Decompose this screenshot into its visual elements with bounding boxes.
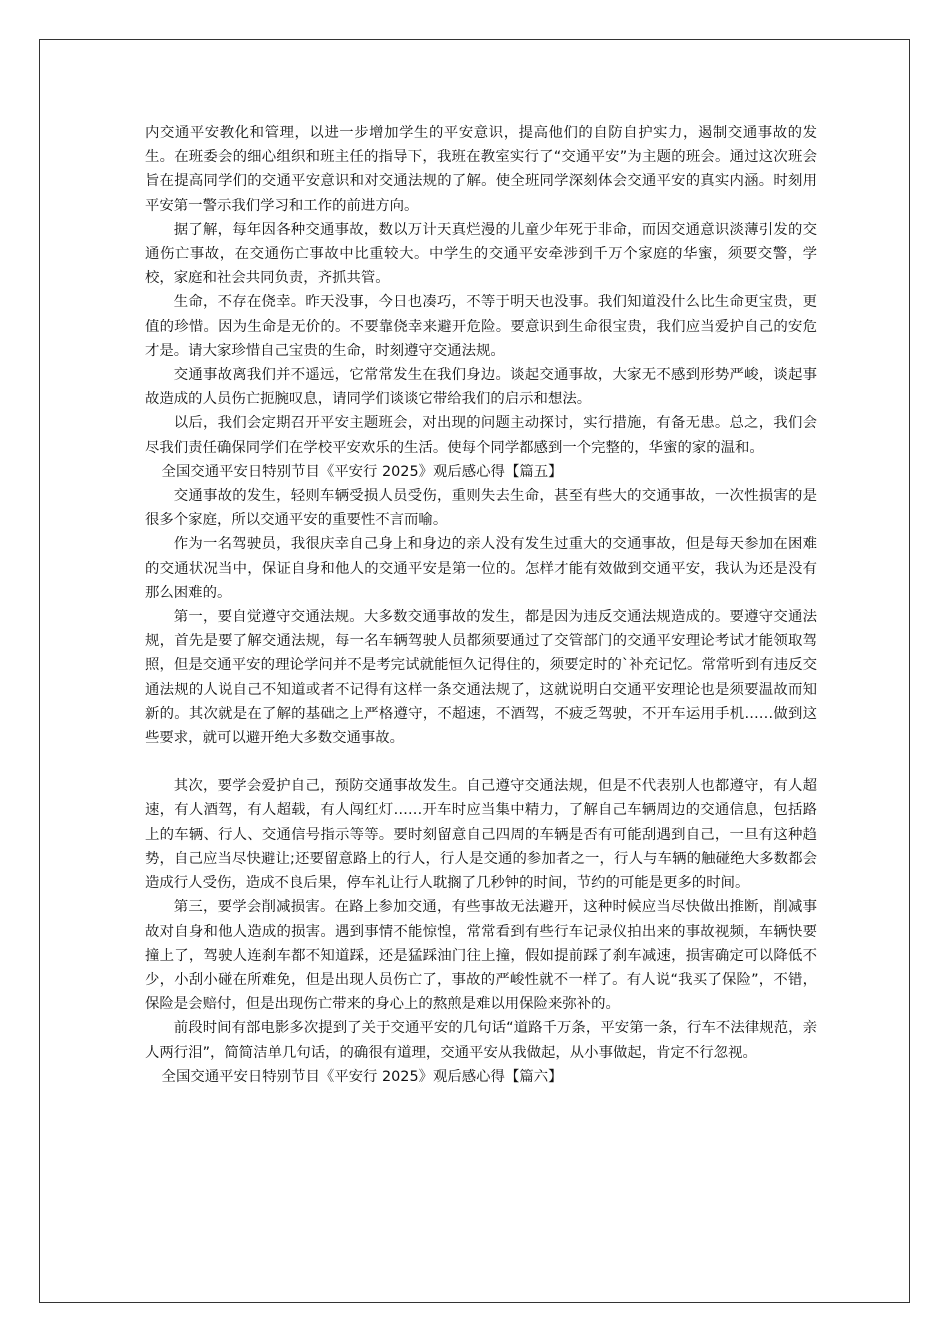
paragraph-accident-impact: 交通事故的发生，轻则车辆受损人员受伤，重则失去生命，甚至有些大的交通事故，一次性损害的是很多个家庭，所以交通平安的重要性不言而喻。 bbox=[145, 488, 817, 529]
paragraph-driver-experience: 作为一名驾驶员，我很庆幸自己身上和身边的亲人没有发生过重大的交通事故，但是每天参加在困难的交通状况当中，保证自身和他人的交通平安是第一位的。怎样才能有效做到交通平安，我认为还是没有那么困难的。 bbox=[145, 536, 817, 601]
paragraph-future-meetings: 以后，我们会定期召开平安主题班会，对出现的问题主动探讨，实行措施，有备无患。总之，我们会尽我们责任确保同学们在学校平安欢乐的生活。使每个同学都感到一个完整的，华蜜的家的温和。 bbox=[145, 415, 817, 456]
paragraph-point-three: 第三，要学会削减损害。在路上参加交通，有些事故无法避开，这种时候应当尽快做出推断，削减事故对自身和他人造成的损害。遇到事情不能惊惶，常常看到有些行车记录仪拍出来的事故视频，车辆快要撞上了，驾驶人连刹车都不知道踩，还是猛踩油门往上撞，假如提前踩了刹车减速，损害确定可以降低不少，小刮小碰在所难免，但是出现人员伤亡了，事故的严峻性就不一样了。有人说“我买了保险”，不错，保险是会赔付，但是出现伤亡带来的身心上的熬煎是难以用保险来弥补的。 bbox=[145, 899, 817, 1013]
document-body bbox=[145, 121, 817, 1089]
paragraph-point-two: 其次，要学会爱护自己，预防交通事故发生。自己遵守交通法规，但是不代表别人也都遵守，有人超速，有人酒驾，有人超载，有人闯红灯……开车时应当集中精力，了解自己车辆周边的交通信息，包括路上的车辆、行人、交通信号指示等等。要时刻留意自己四周的车辆是否有可能刮遇到自己，一旦有这种趋势，自己应当尽快避让;还要留意路上的行人，行人是交通的参加者之一，行人与车辆的触碰绝大多数都会造成行人受伤，造成不良后果，停车礼让行人耽搁了几秒钟的时间，节约的可能是更多的时间。 bbox=[145, 778, 817, 892]
section-heading-part-five: 全国交通平安日特别节目《平安行 2025》观后感心得【篇五】 bbox=[161, 463, 563, 480]
paragraph-accidents-near: 交通事故离我们并不遥远，它常常发生在我们身边。谈起交通事故，大家无不感到形势严峻，谈起事故造成的人员伤亡扼腕叹息，请同学们谈谈它带给我们的启示和想法。 bbox=[145, 367, 817, 408]
paragraph-movie-quote: 前段时间有部电影多次提到了关于交通平安的几句话“道路千万条，平安第一条，行车不法律规范，亲人两行泪”，简简洁单几句话，的确很有道理，交通平安从我做起，从小事做起，肯定不行忽视。 bbox=[145, 1020, 817, 1061]
paragraph-life: 生命，不存在侥幸。昨天没事，今日也凑巧，不等于明天也没事。我们知道没什么比生命更宝贵，更值的珍惜。因为生命是无价的。不要靠侥幸来避开危险。要意识到生命很宝贵，我们应当爱护自己的安危才是。请大家珍惜自己宝贵的生命，时刻遵守交通法规。 bbox=[145, 294, 817, 359]
section-heading-part-six: 全国交通平安日特别节目《平安行 2025》观后感心得【篇六】 bbox=[161, 1068, 563, 1085]
paragraph-point-one: 第一，要自觉遵守交通法规。大多数交通事故的发生，都是因为违反交通法规造成的。要遵守交通法规，首先是要了解交通法规，每一名车辆驾驶人员都须要通过了交管部门的交通平安理论考试才能领取驾照，但是交通平安的理论学问并不是考完试就能恒久记得住的，须要定时的`补充记忆。常常听到有违反交通法规的人说自己不知道或者不记得有这样一条交通法规了，这就说明白交通平安理论也是须要温故而知新的。其次就是在了解的基础之上严格遵守，不超速，不酒驾，不疲乏驾驶，不开车运用手机……做到这些要求，就可以避开绝大多数交通事故。 bbox=[145, 609, 817, 747]
paragraph-intro-continued: 内交通平安教化和管理，以进一步增加学生的平安意识，提高他们的自防自护实力，遏制交通事故的发生。在班委会的细心组织和班主任的指导下，我班在教室实行了“交通平安”为主题的班会。通过这次班会旨在提高同学们的交通平安意识和对交通法规的了解。使全班同学深刻体会交通平安的真实内涵。时刻用平安第一警示我们学习和工作的前进方向。 bbox=[145, 125, 817, 214]
paragraph-statistics: 据了解，每年因各种交通事故，数以万计天真烂漫的儿童少年死于非命，而因交通意识淡薄引发的交通伤亡事故，在交通伤亡事故中比重较大。中学生的交通平安牵涉到千万个家庭的华蜜，须要交警，学校，家庭和社会共同负责，齐抓共管。 bbox=[145, 221, 817, 287]
